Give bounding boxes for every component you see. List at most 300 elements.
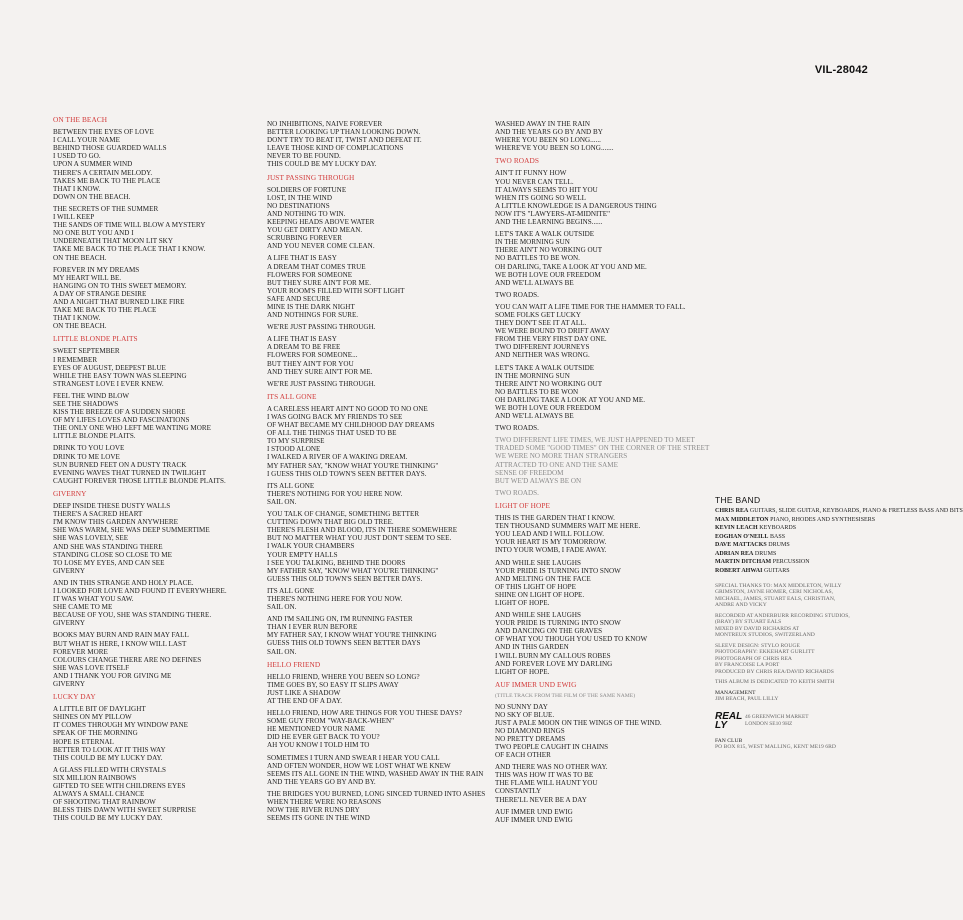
credit-line: PRODUCED BY CHRIS REA/DAVID RICHARDS bbox=[715, 668, 834, 675]
band-member bbox=[715, 525, 875, 532]
lyric-line: TO LOSE MY EYES, AND CAN SEE bbox=[53, 558, 165, 567]
lyric-stanza bbox=[495, 808, 705, 824]
lyric-line: SPEAK OF THE MORNING bbox=[53, 729, 138, 738]
lyric-line: YOU NEVER CAN TELL. bbox=[495, 177, 574, 186]
lyric-line: THERE'S A SACRED HEART bbox=[53, 510, 143, 519]
lyric-line: HANGING ON TO THIS SWEET MEMORY. bbox=[53, 281, 187, 290]
member-name: ADRIAN REA bbox=[715, 550, 754, 557]
lyric-line: THIS COULD BE MY LUCKY DAY. bbox=[267, 160, 377, 169]
lyric-line: A GLASS FILLED WITH CRYSTALS bbox=[53, 765, 166, 774]
band-member bbox=[715, 568, 875, 575]
lyric-stanza bbox=[267, 186, 477, 251]
lyric-line: GIVERNY bbox=[53, 619, 86, 628]
lyric-line: SOMETIMES I TURN AND SWEAR I HEAR YOU CALL bbox=[267, 753, 440, 762]
lyric-line: TIME GOES BY, SO EASY IT SLIPS AWAY bbox=[267, 680, 399, 689]
band-member bbox=[715, 542, 875, 549]
lyric-line: LET'S TAKE A WALK OUTSIDE bbox=[495, 230, 595, 239]
lyric-line: TO MY SURPRISE bbox=[267, 437, 325, 446]
label-logo-row bbox=[715, 709, 875, 733]
member-name: MARTIN DITCHAM bbox=[715, 559, 772, 565]
lyrics-column-3 bbox=[495, 120, 710, 828]
lyric-line: WASHED AWAY IN THE RAIN bbox=[495, 120, 590, 128]
lyric-line: TAKE ME BACK TO THE PLACE bbox=[53, 306, 157, 315]
lyric-line: AIN'T IT FUNNY HOW bbox=[495, 169, 567, 178]
lyric-line: A LITTLE KNOWLEDGE IS A DANGEROUS THING bbox=[495, 201, 657, 210]
credits-block bbox=[715, 583, 875, 751]
lyric-line: THIS IS THE GARDEN THAT I KNOW. bbox=[495, 514, 615, 523]
lyric-line: TAKES ME BACK TO THE PLACE bbox=[53, 176, 161, 185]
credit-line: MIXED BY DAVID RICHARDS AT bbox=[715, 625, 800, 632]
credit-line: PHOTOGRAPHY: EKKEHART GURLITT bbox=[715, 649, 815, 655]
lyric-line: A LIFE THAT IS EASY bbox=[267, 254, 337, 263]
lyric-line: YOUR PRIDE IS TURNING INTO SNOW bbox=[495, 566, 621, 575]
lyric-line: FROM THE VERY FIRST DAY ONE. bbox=[495, 335, 607, 344]
lyric-line: KISS THE BREEZE OF A SUDDEN SHORE bbox=[53, 408, 186, 417]
lyric-line: JUST LIKE A SHADOW bbox=[267, 688, 341, 697]
lyric-line: FOREVER IN MY DREAMS bbox=[53, 265, 140, 274]
lyric-line: AH YOU KNOW I TOLD HIM TO bbox=[267, 741, 370, 750]
lyric-stanza bbox=[267, 673, 477, 705]
lyric-line: SHE CAME TO ME bbox=[53, 603, 113, 612]
lyric-line: THE SECRETS OF THE SUMMER bbox=[53, 204, 159, 213]
member-name: KEVIN LEACH bbox=[715, 525, 758, 531]
lyric-line: NOW IT'S "LAWYERS-AT-MIDNITE" bbox=[495, 209, 611, 218]
lyric-line: NO SUNNY DAY bbox=[495, 702, 548, 711]
lyric-line: DON'T TRY TO BEAT IT, TWIST AND DEFEAT IT. bbox=[267, 136, 422, 145]
lyric-line: THERE'S NOTHING FOR YOU HERE NOW. bbox=[267, 489, 403, 498]
lyric-line: SAIL ON. bbox=[267, 647, 297, 656]
lyric-line: AND THEY SURE AIN'T FOR ME. bbox=[267, 367, 373, 376]
lyric-line: SEE THE SHADOWS bbox=[53, 400, 119, 408]
lyric-stanza bbox=[267, 380, 477, 388]
lyric-line: A LITTLE BIT OF DAYLIGHT bbox=[53, 705, 146, 714]
lyric-line: WE'RE JUST PASSING THROUGH. bbox=[267, 323, 376, 332]
lyric-line: DID HE EVER GET BACK TO YOU? bbox=[267, 733, 380, 742]
lyric-line: NO BATTLES TO BE WON. bbox=[495, 254, 580, 263]
lyric-stanza bbox=[267, 120, 477, 169]
member-role: PERCUSSION bbox=[771, 559, 810, 565]
lyric-line: YOU LEAD AND I WILL FOLLOW. bbox=[495, 530, 605, 539]
lyric-line: LITTLE BLONDE PLAITS. bbox=[53, 432, 136, 441]
lyric-stanza bbox=[495, 763, 705, 803]
lyric-line: WE'RE JUST PASSING THROUGH. bbox=[267, 379, 376, 388]
lyric-line: AND NOTHINGS FOR SURE. bbox=[267, 311, 359, 320]
lyric-line: OH DARLING TAKE A LOOK AT YOU AND ME. bbox=[495, 395, 645, 404]
recording-credits bbox=[715, 613, 875, 639]
lyric-stanza bbox=[495, 611, 705, 676]
lyric-line: CUTTING DOWN THAT BIG OLD TREE. bbox=[267, 518, 394, 527]
lyric-line: HOPE IS ETERNAL bbox=[53, 737, 114, 746]
lyric-line: AND THE LEARNING BEGINS...... bbox=[495, 218, 603, 227]
lyric-stanza bbox=[53, 579, 243, 628]
lyric-line: AND WHILE SHE LAUGHS bbox=[495, 611, 581, 620]
lyric-line: TWO ROADS. bbox=[495, 488, 539, 497]
lyric-line: THAT I KNOW. bbox=[53, 184, 101, 193]
member-role: KEYBOARDS bbox=[757, 525, 797, 531]
lyric-line: IT COMES THROUGH MY WINDOW PANE bbox=[53, 721, 188, 730]
lyric-line: MY FATHER SAY, I KNOW WHAT YOU'RE THINKING bbox=[267, 631, 437, 640]
lyric-stanza bbox=[495, 169, 705, 226]
lyric-line: LET'S TAKE A WALK OUTSIDE bbox=[495, 363, 595, 372]
lyric-line: BUT WE'D ALWAYS BE ON bbox=[495, 476, 582, 485]
band-member bbox=[715, 559, 875, 566]
song-note: (TITLE TRACK FROM THE FILM OF THE SAME NAME) bbox=[495, 692, 636, 699]
lyric-line: NO ONE BUT YOU AND I bbox=[53, 229, 134, 238]
song-title: ITS ALL GONE bbox=[267, 391, 317, 401]
lyric-line: THERE'S A CERTAIN MELODY. bbox=[53, 168, 153, 177]
lyric-line: THE SANDS OF TIME WILL BLOW A MYSTERY bbox=[53, 221, 206, 230]
song-title: GIVERNY bbox=[53, 488, 87, 498]
lyric-line: AND NEITHER WAS WRONG. bbox=[495, 351, 590, 360]
lyric-line: YOUR HEART IS MY TOMORROW. bbox=[495, 538, 607, 547]
lyric-line: WHEN ITS GOING SO WELL bbox=[495, 193, 586, 202]
lyric-line: I LOOKED FOR LOVE AND FOUND IT EVERYWHERE. bbox=[53, 586, 227, 595]
lyric-line: AND I'M SAILING ON, I'M RUNNING FASTER bbox=[267, 615, 413, 624]
fan-club-info bbox=[715, 738, 875, 751]
lyric-line: AND WE'LL ALWAYS BE bbox=[495, 412, 574, 421]
band-member bbox=[715, 517, 875, 524]
lyric-line: AND YOU NEVER COME CLEAN. bbox=[267, 242, 375, 251]
lyric-line: BETTER TO LOOK AT IT THIS WAY bbox=[53, 745, 166, 754]
lyric-stanza bbox=[495, 120, 705, 152]
member-role: GUITARS bbox=[762, 567, 790, 574]
lyric-line: YOU GET DIRTY AND MEAN. bbox=[267, 226, 363, 235]
lyric-line: BUT WHAT IS HERE, I KNOW WILL LAST bbox=[53, 639, 187, 648]
lyric-line: THIS COULD BE MY LUCKY DAY. bbox=[53, 814, 163, 823]
lyric-stanza bbox=[53, 631, 243, 688]
lyric-line: INTO YOUR WOMB, I FADE AWAY. bbox=[495, 546, 607, 555]
lyric-line: THE BRIDGES YOU BURNED, LONG SINCED TURNED INTO ASHES bbox=[267, 789, 486, 798]
lyric-line: YOU CAN WAIT A LIFE TIME FOR THE HAMMER TO FALL. bbox=[495, 302, 686, 311]
lyric-line: HE MENTIONED YOUR NAME bbox=[267, 725, 366, 734]
credit-line: 46 GREENWICH MARKET bbox=[745, 714, 809, 721]
lyric-line: I'M KNOW THIS GARDEN ANYWHERE bbox=[53, 518, 178, 527]
lyrics-column-2 bbox=[267, 120, 486, 826]
lyric-line: A DAY OF STRANGE DESIRE bbox=[53, 289, 147, 298]
lyric-line: AUF IMMER UND EWIG bbox=[495, 815, 573, 824]
lyric-line: SHINES ON MY PILLOW bbox=[53, 713, 132, 722]
song-title: HELLO FRIEND bbox=[267, 659, 321, 669]
lyric-stanza bbox=[495, 703, 705, 760]
song-title: AUF IMMER UND EWIG bbox=[495, 679, 577, 689]
member-role: BASS bbox=[768, 533, 786, 540]
credit-line: MANAGEMENT bbox=[715, 689, 756, 696]
credit-line: MICHAEL, JAMES, STUART EALS, CHRISTIAN, bbox=[715, 595, 836, 602]
lyric-line: SHE WAS WARM, SHE WAS DEEP SUMMERTIME bbox=[53, 526, 210, 535]
lyric-line: I WALK YOUR CHAMBERS bbox=[267, 542, 355, 551]
lyric-line: OF MY LIFES LOVES AND FASCINATIONS bbox=[53, 416, 190, 425]
sleeve-credits bbox=[715, 643, 875, 676]
band-member bbox=[715, 551, 875, 558]
lyric-line: NO DIAMOND RINGS bbox=[495, 726, 565, 735]
band-member bbox=[715, 534, 875, 541]
lyric-line: BOOKS MAY BURN AND RAIN MAY FALL bbox=[53, 631, 189, 640]
lyric-stanza bbox=[267, 615, 477, 655]
lyric-line: BEHIND THOSE GUARDED WALLS bbox=[53, 144, 167, 153]
lyric-stanza bbox=[53, 444, 243, 484]
lyric-line: SCRUBBING FOREVER bbox=[267, 234, 343, 243]
lyric-line: ON THE BEACH. bbox=[53, 322, 107, 331]
lyric-line: FEEL THE WIND BLOW bbox=[53, 391, 130, 400]
lyric-line: I USED TO GO. bbox=[53, 152, 101, 161]
lyric-line: ALWAYS A SMALL CHANCE bbox=[53, 790, 145, 799]
lyric-line: TRADED SOME "GOOD TIMES" ON THE CORNER OF THE STREET bbox=[495, 444, 710, 453]
lyric-line: A LIFE THAT IS EASY bbox=[267, 335, 337, 344]
lyric-line: I REMEMBER bbox=[53, 355, 98, 364]
lyric-line: GIFTED TO SEE WITH CHILDRENS EYES bbox=[53, 782, 186, 791]
lyric-line: IN THE MORNING SUN bbox=[495, 371, 570, 380]
lyric-line: SHINE ON LIGHT OF HOPE. bbox=[495, 590, 585, 599]
member-role: PIANO, RHODES AND SYNTHESISERS bbox=[768, 516, 876, 523]
member-name: ROBERT AHWAI bbox=[715, 567, 763, 574]
lyric-line: HELLO FRIEND, WHERE YOU BEEN SO LONG? bbox=[267, 672, 420, 681]
lyric-line: SENSE OF FREEDOM bbox=[495, 468, 564, 477]
lyric-line: AND WHILE SHE LAUGHS bbox=[495, 558, 581, 567]
lyric-line: AND IN THIS STRANGE AND HOLY PLACE. bbox=[53, 578, 194, 587]
band-member bbox=[715, 508, 963, 515]
lyric-stanza bbox=[267, 323, 477, 331]
lyric-line: THERE'S FLESH AND BLOOD, ITS IN THERE SOMEWHERE bbox=[267, 526, 458, 535]
lyric-line: GIVERNY bbox=[53, 566, 86, 575]
lyric-line: CAUGHT FOREVER THOSE LITTLE BLONDE PLAITS. bbox=[53, 476, 226, 485]
credit-line: THIS ALBUM IS DEDICATED TO KEITH SMITH bbox=[715, 679, 835, 685]
lyric-line: OF SHOOTING THAT RAINBOW bbox=[53, 798, 156, 807]
lyric-line: WHEN THERE WERE NO REASONS bbox=[267, 798, 382, 807]
lyric-line: ON THE BEACH. bbox=[53, 253, 107, 262]
lyric-line: BECAUSE OF YOU, SHE WAS STANDING THERE. bbox=[53, 611, 212, 620]
lyric-line: OF ALL THE THINGS THAT USED TO BE bbox=[267, 429, 397, 438]
member-role: DRUMS bbox=[753, 550, 777, 557]
lyric-line: NO PRETTY DREAMS bbox=[495, 734, 566, 743]
lyric-line: SOLDIERS OF FORTUNE bbox=[267, 185, 347, 194]
song-title: LUCKY DAY bbox=[53, 692, 96, 702]
lyric-line: SOME GUY FROM "WAY-BACK-WHEN" bbox=[267, 717, 395, 726]
lyric-stanza bbox=[267, 587, 477, 611]
lyric-line: AND THERE WAS NO OTHER WAY. bbox=[495, 763, 608, 772]
lyric-stanza bbox=[53, 266, 243, 331]
lyric-stanza bbox=[267, 482, 477, 506]
lyric-line: I SEE YOU TALKING, BEHIND THE DOORS bbox=[267, 558, 406, 567]
lyric-line: OF WHAT BECAME MY CHILDHOOD DAY DREAMS bbox=[267, 421, 435, 430]
member-role: DRUMS bbox=[766, 542, 790, 548]
credit-line: PHOTOGRAPH OF CHRIS REA bbox=[715, 655, 792, 662]
lyric-line: OF THIS LIGHT OF HOPE bbox=[495, 582, 576, 591]
band-heading: THE BAND bbox=[715, 495, 761, 505]
lyric-line: BETWEEN THE EYES OF LOVE bbox=[53, 128, 154, 137]
credit-line: MONTREUX STUDIOS, SWITZERLAND bbox=[715, 632, 815, 638]
lyric-line: NO INHIBITIONS, NAIVE FOREVER bbox=[267, 120, 383, 128]
lyric-stanza bbox=[267, 510, 477, 583]
lyric-line: AT THE END OF A DAY. bbox=[267, 697, 343, 705]
lyric-line: EYES OF AUGUST, DEEPEST BLUE bbox=[53, 363, 166, 372]
member-name: CHRIS REA bbox=[715, 508, 749, 514]
lyric-line: THE FLAME WILL HAUNT YOU bbox=[495, 779, 598, 788]
lyric-stanza bbox=[267, 709, 477, 749]
lyric-line: ITS ALL GONE bbox=[267, 586, 315, 595]
credit-line: LONDON SE10 9HZ bbox=[745, 720, 793, 727]
song-title: LITTLE BLONDE PLAITS bbox=[53, 334, 138, 344]
lyric-line: A DREAM TO BE FREE bbox=[267, 343, 341, 352]
credit-line: RECORDED AT ANDERBURR RECORDING STUDIOS, bbox=[715, 612, 850, 619]
lyric-line: MY FATHER SAY, "KNOW WHAT YOU'RE THINKING" bbox=[267, 566, 439, 575]
credit-line: GRIMSTON, JAYNE HOMER, CERI NICHOLAS, bbox=[715, 589, 834, 595]
lyric-line: WE BOTH LOVE OUR FREEDOM bbox=[495, 270, 601, 279]
lyric-line: TWO PEOPLE CAUGHT IN CHAINS bbox=[495, 742, 609, 751]
lyric-line: AND I THANK YOU FOR GIVING ME bbox=[53, 671, 172, 680]
lyric-line: COLOURS CHANGE THERE ARE NO DEFINES bbox=[53, 655, 202, 664]
lyric-line: AND MELTING ON THE FACE bbox=[495, 574, 591, 583]
lyric-line: LEAVE THOSE KIND OF COMPLICATIONS bbox=[267, 144, 404, 153]
lyric-stanza bbox=[495, 230, 705, 287]
lyric-line: THERE'LL NEVER BE A DAY bbox=[495, 795, 587, 804]
lyric-line: MY HEART WILL BE. bbox=[53, 273, 122, 282]
song-title: ON THE BEACH bbox=[53, 115, 108, 124]
band-credits-column bbox=[715, 495, 963, 751]
lyric-line: LIGHT OF HOPE. bbox=[495, 667, 550, 676]
lyric-stanza bbox=[53, 128, 243, 201]
credit-line: BY FRANCOISE LA PORT bbox=[715, 662, 780, 668]
lyric-line: SHE WAS LOVELY, SEE bbox=[53, 534, 129, 543]
member-name: MAX MIDDLETON bbox=[715, 516, 769, 523]
lyric-line: AUF IMMER UND EWIG bbox=[495, 807, 573, 816]
lyric-line: BUT NO MATTER WHAT YOU JUST DON'T SEEM TO SEE. bbox=[267, 534, 452, 543]
lyric-line: I WILL BURN MY CALLOUS ROBES bbox=[495, 651, 611, 660]
lyric-line: YOUR ROOM'S FILLED WITH SOFT LIGHT bbox=[267, 286, 405, 295]
lyric-line: SOME FOLKS GET LUCKY bbox=[495, 310, 581, 319]
lyric-line: IT WAS WHAT YOU SAW. bbox=[53, 595, 134, 604]
member-name: DAVE MATTACKS bbox=[715, 542, 767, 548]
lyric-line: DEEP INSIDE THESE DUSTY WALLS bbox=[53, 502, 171, 511]
lyric-line: LIGHT OF HOPE. bbox=[495, 598, 550, 607]
lyric-stanza bbox=[53, 502, 243, 575]
member-role: GUITARS, SLIDE GUITAR, KEYBOARDS, PIANO & FRETLESS BASS AND BITS bbox=[748, 508, 963, 514]
lyric-stanza bbox=[495, 559, 705, 608]
lyric-line: WHERE YOU BEEN SO LONG...... bbox=[495, 136, 601, 145]
lyric-line: SAIL ON. bbox=[267, 603, 297, 612]
lyric-line: SEEMS ITS GONE IN THE WIND bbox=[267, 814, 370, 823]
lyric-line: JUST A PALE MOON ON THE WINGS OF THE WIND. bbox=[495, 718, 662, 727]
lyric-line: BUT THEY SURE AIN'T FOR ME. bbox=[267, 278, 372, 287]
lyric-line: AND DANCING ON THE GRAVES bbox=[495, 627, 603, 636]
lyric-line: IN THE MORNING SUN bbox=[495, 238, 570, 247]
lyric-line: AND WE'LL ALWAYS BE bbox=[495, 278, 574, 287]
member-name: EOGHAN O'NEILL bbox=[715, 533, 769, 540]
lyric-line: WE WERE BOUND TO DRIFT AWAY bbox=[495, 327, 610, 336]
credit-line: JIM BEACH, PAUL LILLY bbox=[715, 696, 779, 702]
credit-line: ANDRE AND VICKY bbox=[715, 602, 767, 608]
lyric-stanza bbox=[53, 705, 243, 762]
lyric-line: I WALKED A RIVER OF A WAKING DREAM. bbox=[267, 453, 408, 462]
lyric-line: OH DARLING, TAKE A LOOK AT YOU AND ME. bbox=[495, 262, 647, 271]
lyric-stanza bbox=[53, 347, 243, 387]
label-logo: REAL LY bbox=[715, 710, 743, 731]
lyric-line: ITS ALL GONE bbox=[267, 481, 315, 490]
lyric-line: AND IN THIS GARDEN bbox=[495, 643, 569, 652]
lyric-line: YOUR PRIDE IS TURNING INTO SNOW bbox=[495, 619, 621, 628]
lyric-line: YOU TALK OF CHANGE, SOMETHING BETTER bbox=[267, 510, 420, 519]
lyric-line: STRANGEST LOVE I EVER KNEW. bbox=[53, 379, 164, 388]
lyric-line: FLOWERS FOR SOMEONE bbox=[267, 270, 353, 279]
lyric-line: A DREAM THAT COMES TRUE bbox=[267, 262, 366, 271]
lyric-line: A CARELESS HEART AIN'T NO GOOD TO NO ONE bbox=[267, 404, 428, 413]
lyric-line: NEVER TO BE FOUND. bbox=[267, 152, 341, 161]
lyric-stanza bbox=[495, 291, 705, 299]
lyric-line: NOW THE RIVER RUNS DRY bbox=[267, 806, 360, 815]
lyric-line: AND FOREVER LOVE MY DARLING bbox=[495, 659, 613, 668]
lyric-line: TWO DIFFERENT LIFE TIMES, WE JUST HAPPENED TO MEET bbox=[495, 436, 695, 445]
credit-line: SPECIAL THANKS TO: MAX MIDDLETON, WILLY bbox=[715, 582, 842, 589]
lyric-line: FLOWERS FOR SOMEONE... bbox=[267, 351, 358, 360]
lyric-line: THEY DON'T SEE IT AT ALL. bbox=[495, 319, 587, 328]
lyric-stanza bbox=[267, 254, 477, 319]
lyric-line: SHE WAS LOVE ITSELF bbox=[53, 663, 130, 672]
lyric-line: LOST, IN THE WIND bbox=[267, 193, 332, 202]
lyric-line: DRINK TO ME LOVE bbox=[53, 452, 120, 461]
lyric-stanza bbox=[53, 205, 243, 262]
lyric-line: SAIL ON. bbox=[267, 497, 297, 506]
lyric-line: BUT THEY AIN'T FOR YOU bbox=[267, 359, 354, 368]
credit-line: (BRAY) BY STUART EALS bbox=[715, 619, 782, 625]
lyric-stanza bbox=[495, 514, 705, 554]
lyric-line: TAKE ME BACK TO THE PLACE THAT I KNOW. bbox=[53, 245, 206, 254]
lyric-line: WHERE'VE YOU BEEN SO LONG....... bbox=[495, 144, 614, 153]
lyric-line: GUESS THIS OLD TOWN'S SEEN BETTER DAYS. bbox=[267, 574, 423, 583]
song-title: JUST PASSING THROUGH bbox=[267, 172, 355, 182]
lyric-line: SWEET SEPTEMBER bbox=[53, 347, 120, 356]
lyric-line: AND THE YEARS GO BY AND BY. bbox=[267, 777, 376, 786]
lyric-line: I CALL YOUR NAME bbox=[53, 136, 120, 145]
lyric-line: I STOOD ALONE bbox=[267, 445, 321, 454]
lyric-line: WHILE THE EASY TOWN WAS SLEEPING bbox=[53, 371, 187, 380]
lyric-line: THERE'S NOTHING HERE FOR YOU NOW. bbox=[267, 594, 403, 603]
lyric-line: TWO ROADS. bbox=[495, 424, 539, 433]
lyric-line: THAN I EVER RUN BEFORE bbox=[267, 623, 358, 632]
song-title: LIGHT OF HOPE bbox=[495, 500, 551, 510]
lyric-line: YOUR EMPTY HALLS bbox=[267, 550, 338, 559]
lyric-line: WE WERE NO MORE THAN STRANGERS bbox=[495, 452, 628, 461]
lyric-line: SEEMS ITS ALL GONE IN THE WIND, WASHED AWAY IN THE RAIN bbox=[267, 769, 484, 778]
lyric-line: IT ALWAYS SEEMS TO HIT YOU bbox=[495, 185, 598, 194]
lyric-line: NO SKY OF BLUE. bbox=[495, 710, 555, 719]
lyric-line: SUN BURNED FEET ON A DUSTY TRACK bbox=[53, 460, 187, 469]
lyric-line: EVENING WAVES THAT TURNED IN TWILIGHT bbox=[53, 468, 207, 477]
lyric-line: MINE IS THE DARK NIGHT bbox=[267, 302, 355, 311]
lyric-line: AND OFTEN WONDER, HOW WE LOST WHAT WE KNEW bbox=[267, 761, 451, 770]
lyric-line: THERE AIN'T NO WORKING OUT bbox=[495, 246, 603, 255]
lyric-line: THIS WAS HOW IT WAS TO BE bbox=[495, 771, 594, 780]
lyric-line: SAFE AND SECURE bbox=[267, 294, 331, 303]
credit-line: SLEEVE DESIGN: STYLO ROUGE bbox=[715, 642, 800, 649]
management-credits bbox=[715, 690, 875, 703]
lyric-line: TWO ROADS. bbox=[495, 290, 539, 299]
catalog-number: VIL-28042 bbox=[814, 64, 868, 76]
lyric-line: KEEPING HEADS ABOVE WATER bbox=[267, 218, 375, 227]
lyric-stanza bbox=[267, 789, 486, 823]
credit-line: PO BOX 815, WEST MALLING, KENT ME19 6RD bbox=[715, 744, 836, 750]
lyric-line: SIX MILLION RAINBOWS bbox=[53, 773, 137, 782]
lyric-stanza bbox=[267, 405, 477, 478]
song-title: TWO ROADS bbox=[495, 156, 540, 166]
credit-line: FAN CLUB bbox=[715, 737, 743, 744]
lyric-stanza bbox=[495, 364, 705, 421]
band-members bbox=[715, 508, 963, 575]
lyric-line: TWO DIFFERENT JOURNEYS bbox=[495, 343, 590, 352]
label-address bbox=[745, 714, 809, 727]
lyrics-column-1 bbox=[53, 116, 243, 827]
lyric-line: FOREVER MORE bbox=[53, 647, 108, 656]
lyric-line: ATTRACTED TO ONE AND THE SAME bbox=[495, 460, 618, 469]
thanks-text bbox=[715, 583, 875, 609]
